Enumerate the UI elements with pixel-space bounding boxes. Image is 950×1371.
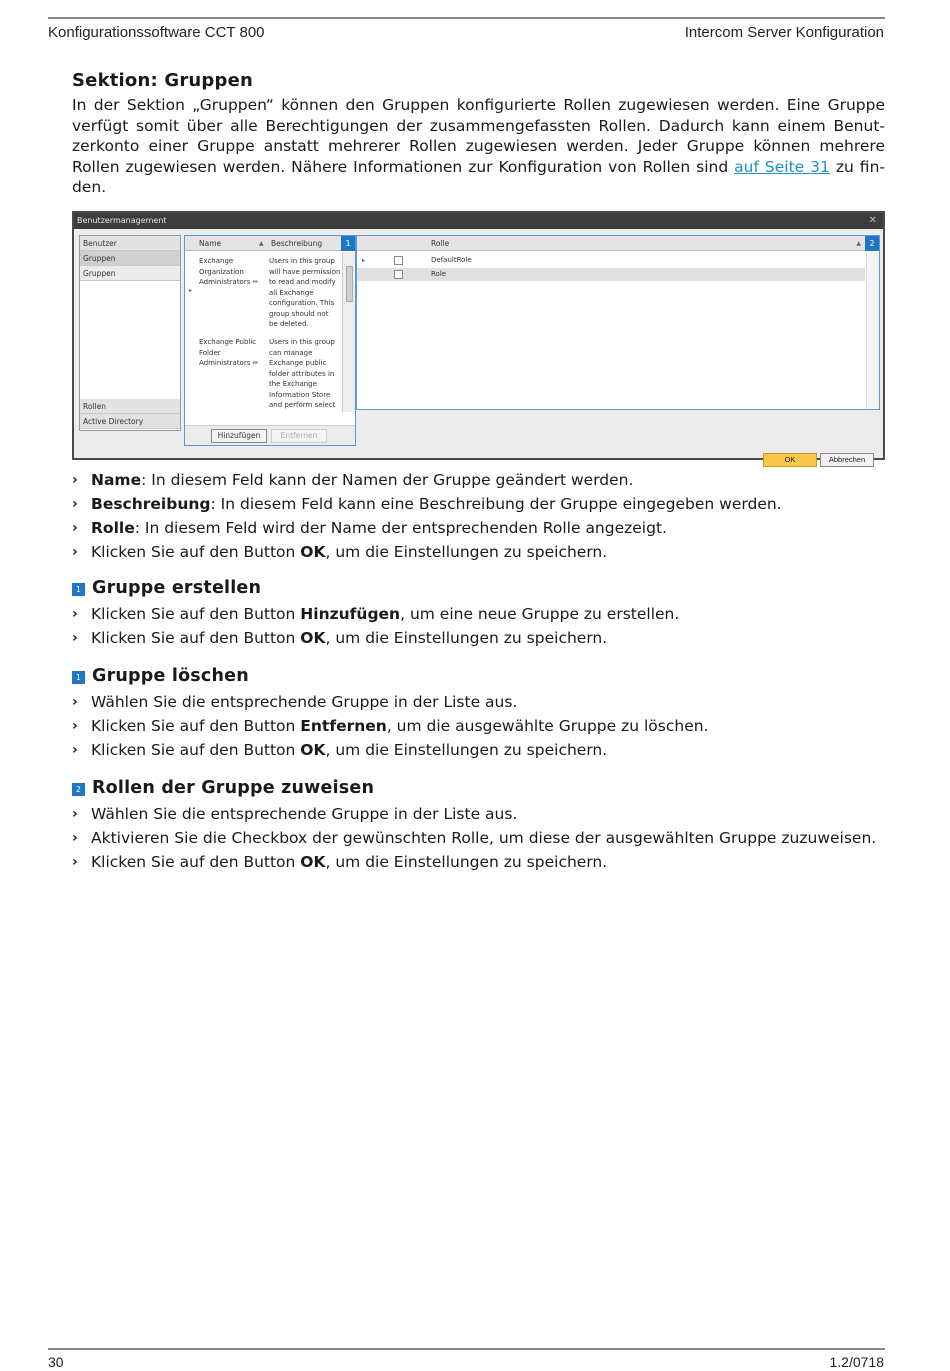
group-name-line: Exchange Public: [199, 338, 257, 346]
callout-number: 1: [72, 583, 85, 596]
step-text: Klicken Sie auf den Button: [91, 717, 301, 735]
section-intro: [72, 70, 885, 198]
intro-paragraph: [72, 95, 885, 198]
role-checkbox[interactable]: [394, 256, 403, 265]
add-group-button[interactable]: Hinzufügen: [211, 429, 267, 443]
remove-group-button[interactable]: Entfernen: [271, 429, 327, 443]
step-text: Klicken Sie auf den Button: [91, 543, 301, 561]
intro-text-end: zu finden.: [72, 157, 885, 196]
group-desc-line: all Exchange: [269, 288, 314, 297]
roles-table-header: [357, 236, 879, 251]
arrow-bullet-icon: ›: [72, 472, 78, 488]
scrollbar-thumb[interactable]: [346, 266, 353, 302]
column-header-description[interactable]: Beschreibung: [271, 239, 323, 248]
list-item: [72, 470, 885, 490]
table-row[interactable]: [357, 268, 865, 281]
column-header-role[interactable]: Rolle: [431, 239, 450, 248]
column-header-name[interactable]: Name: [199, 239, 222, 248]
step-text: Aktivieren Sie die Checkbox der gewünschten Rolle, um diese der ausgewählten Gruppe zuzuweisen.: [91, 829, 877, 847]
nav-item-groups-sub[interactable]: Gruppen: [80, 266, 180, 281]
group-desc-line: Users in this group: [269, 257, 335, 265]
role-name: DefaultRole: [431, 256, 472, 264]
step-text: Wählen Sie die entsprechende Gruppe in der Liste aus.: [91, 805, 518, 823]
step-text: , um die ausgewählte Gruppe zu löschen.: [386, 717, 709, 735]
callout-badge-1: 1: [341, 236, 355, 251]
field-text: : In diesem Feld wird der Name der entsprechenden Rolle angezeigt.: [134, 519, 667, 537]
dialog-title: Benutzermanagement: [77, 216, 167, 225]
roles-table: [356, 235, 880, 410]
header-chapter-title: Intercom Server Konfiguration: [684, 24, 884, 41]
group-desc-line: the Exchange: [269, 380, 317, 388]
step-bold: Hinzufügen: [300, 605, 401, 623]
list-item: [72, 804, 885, 824]
list-item: [72, 518, 885, 538]
assign-roles-section: [72, 778, 885, 876]
field-text: : In diesem Feld kann eine Beschreibung der Gruppe eingegeben werden.: [210, 495, 782, 513]
callout-number: 1: [72, 671, 85, 684]
group-name-line: Organization: [199, 267, 244, 276]
field-text: : In diesem Feld kann der Namen der Gruppe geändert werden.: [141, 471, 634, 489]
arrow-bullet-icon: ›: [72, 496, 78, 512]
subsection-title: [72, 778, 885, 798]
callout-number: 2: [72, 783, 85, 796]
subsection-title: [72, 578, 885, 598]
group-name-line: Exchange: [199, 257, 234, 265]
step-bold: OK: [300, 543, 326, 561]
intro-text: In der Sektion „Gruppen“ können den Gruppen konfigurierte Rollen zugewiesen werden. Eine Gruppe verfügt somit über alle Berechtigungen der zusammengefassten Rollen. Dadurch kann einem Benutzerkonto einer Gruppe anstatt mehrerer Rollen zugewiesen werden. Jeder Gruppe können mehrere Rollen zugewiesen werden. Nähere Informationen zur Konfiguration von Rollen sind: [72, 96, 885, 176]
group-desc-line: configuration. This: [269, 299, 335, 307]
step-text: , um die Einstellungen zu speichern.: [325, 543, 608, 561]
field-descriptions: [72, 470, 885, 566]
arrow-bullet-icon: ›: [72, 830, 78, 846]
step-bold: Entfernen: [300, 717, 387, 735]
nav-item-roles[interactable]: Rollen: [80, 399, 180, 414]
groups-scrollbar[interactable]: [342, 252, 355, 412]
subsection-title-text: Rollen der Gruppe zuweisen: [92, 778, 375, 798]
step-text: Klicken Sie auf den Button: [91, 853, 301, 871]
arrow-bullet-icon: ›: [72, 854, 78, 870]
group-desc-line: folder attributes in: [269, 369, 335, 378]
step-text: Wählen Sie die entsprechende Gruppe in der Liste aus.: [91, 693, 518, 711]
role-name: Role: [431, 270, 447, 278]
nav-item-groups[interactable]: Gruppen: [80, 251, 180, 266]
close-icon[interactable]: ✕: [868, 215, 877, 226]
header-doc-title: Konfigurationssoftware CCT 800: [48, 24, 265, 41]
table-row[interactable]: [357, 254, 865, 267]
sort-asc-icon: ▲: [259, 240, 264, 247]
arrow-bullet-icon: ›: [72, 742, 78, 758]
ok-button[interactable]: OK: [763, 453, 817, 467]
group-desc-line: Users in this group: [269, 338, 335, 346]
step-text: Klicken Sie auf den Button: [91, 605, 301, 623]
field-term: Rolle: [91, 519, 135, 537]
dialog-body: [74, 229, 883, 464]
step-text: , um eine neue Gruppe zu erstellen.: [400, 605, 680, 623]
field-term: Beschreibung: [91, 495, 211, 513]
list-item: [72, 604, 885, 624]
section-title: Sektion: Gruppen: [72, 70, 254, 91]
group-description-cell[interactable]: [269, 337, 341, 411]
roles-scrollbar[interactable]: [866, 252, 879, 409]
group-name-cell[interactable]: [199, 256, 269, 288]
group-desc-line: and perform select: [269, 401, 336, 409]
navigation-panel: [79, 235, 181, 431]
row-indicator-icon: ▸: [189, 287, 193, 294]
delete-group-section: [72, 666, 885, 764]
group-desc-line: to read and modify: [269, 278, 336, 286]
list-item: [72, 494, 885, 514]
step-text: , um die Einstellungen zu speichern.: [325, 853, 608, 871]
list-item: [72, 716, 885, 736]
field-term: Name: [91, 471, 142, 489]
step-text: , um die Einstellungen zu speichern.: [325, 741, 608, 759]
step-bold: OK: [300, 629, 326, 647]
arrow-bullet-icon: ›: [72, 606, 78, 622]
list-item: [72, 542, 885, 562]
dialog-titlebar: [74, 213, 883, 229]
page-number: 30: [48, 1354, 64, 1370]
group-description-cell[interactable]: [269, 256, 341, 330]
user-management-dialog: [72, 211, 885, 464]
step-text: Klicken Sie auf den Button: [91, 629, 301, 647]
nav-spacer: [80, 281, 180, 399]
create-group-section: [72, 578, 885, 652]
group-desc-line: Exchange public: [269, 359, 327, 367]
groups-table: [184, 235, 356, 446]
arrow-bullet-icon: ›: [72, 694, 78, 710]
subsection-title: [72, 666, 885, 686]
cancel-button[interactable]: Abbrechen: [820, 453, 874, 467]
step-bold: OK: [300, 853, 326, 871]
step-bold: OK: [300, 741, 326, 759]
group-name-cell[interactable]: [199, 337, 269, 369]
header-rule: [48, 17, 885, 19]
role-checkbox[interactable]: [394, 270, 403, 279]
group-desc-line: Information Store: [269, 390, 331, 399]
subsection-title-text: Gruppe löschen: [92, 666, 249, 686]
group-desc-line: be deleted.: [269, 320, 309, 328]
list-item: [72, 852, 885, 872]
arrow-bullet-icon: ›: [72, 544, 78, 560]
step-text: , um die Einstellungen zu speichern.: [325, 629, 608, 647]
arrow-bullet-icon: ›: [72, 806, 78, 822]
arrow-bullet-icon: ›: [72, 718, 78, 734]
footer-rule: [48, 1348, 885, 1350]
document-version: 1.2/0718: [829, 1354, 884, 1370]
page-link[interactable]: auf Seite 31: [734, 157, 830, 176]
groups-table-header: [185, 236, 355, 251]
list-item: [72, 692, 885, 712]
list-item: [72, 828, 885, 848]
group-desc-line: can manage: [269, 348, 313, 357]
group-desc-line: will have permission: [269, 267, 341, 276]
list-item: [72, 628, 885, 648]
row-indicator-icon: ▸: [362, 257, 366, 264]
nav-item-active-directory[interactable]: Active Directory: [80, 414, 180, 429]
list-item: [72, 740, 885, 760]
sort-asc-icon: ▲: [856, 240, 861, 247]
arrow-bullet-icon: ›: [72, 520, 78, 536]
groups-footer: [185, 425, 355, 445]
step-text: Klicken Sie auf den Button: [91, 741, 301, 759]
subsection-title-text: Gruppe erstellen: [92, 578, 262, 598]
group-desc-line: group should not: [269, 309, 329, 318]
callout-badge-2: 2: [865, 236, 879, 251]
group-name-line: Folder: [199, 348, 221, 357]
group-name-line: Administrators ✏: [199, 359, 259, 367]
nav-item-users[interactable]: Benutzer: [80, 236, 180, 251]
group-name-line: Administrators ✏: [199, 278, 259, 286]
arrow-bullet-icon: ›: [72, 630, 78, 646]
